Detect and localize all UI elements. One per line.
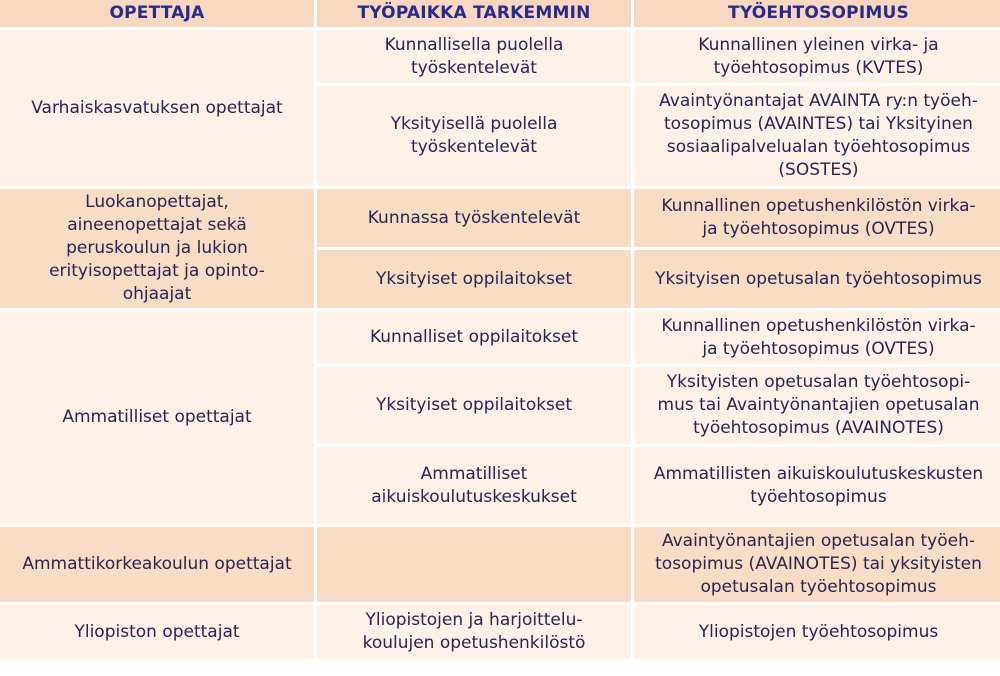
workplace-cell: Kunnalliset oppilaitokset (317, 311, 631, 364)
teacher-cell: Ammatilliset opettajat (0, 311, 314, 524)
table-row (0, 30, 1000, 83)
table-row (0, 311, 1000, 364)
table-row (0, 189, 1000, 247)
agreement-cell: Yksityisten opetusalan työehtosopi- mus tai Avaintyönantajien opetusalan työehtosopimus (AVAINOTES) (634, 367, 1000, 444)
teacher-cell: Luokanopettajat, aineenopettajat sekä peruskoulun ja lukion erityisopettajat ja opinto- ohjaajat (0, 189, 314, 308)
teacher-cell: Yliopiston opettajat (0, 605, 314, 659)
workplace-cell: Yksityisellä puolella työskentelevät (317, 86, 631, 186)
workplace-cell: Yliopistojen ja harjoittelu- koulujen opetushenkilöstö (317, 605, 631, 659)
workplace-cell: Kunnassa työskentelevät (317, 189, 631, 247)
table-row (0, 527, 1000, 602)
agreement-cell: Kunnallinen opetushenkilöstön virka- ja työehtosopimus (OVTES) (634, 311, 1000, 364)
header-agreement: TYÖEHTOSOPIMUS (634, 0, 1000, 27)
workplace-cell: Ammatilliset aikuiskoulutuskeskukset (317, 447, 631, 524)
header-workplace: TYÖPAIKKA TARKEMMIN (317, 0, 631, 27)
table-header-row (0, 0, 1000, 27)
workplace-cell: Yksityiset oppilaitokset (317, 250, 631, 308)
teacher-cell: Varhaiskasvatuksen opettajat (0, 30, 314, 186)
agreement-cell: Yksityisen opetusalan työehtosopimus (634, 250, 1000, 308)
agreement-cell: Kunnallinen yleinen virka- ja työehtosopimus (KVTES) (634, 30, 1000, 83)
agreement-cell: Yliopistojen työehtosopimus (634, 605, 1000, 659)
agreement-cell: Avaintyönantajien opetusalan työeh- tosopimus (AVAINOTES) tai yksityisten opetusalan työehtosopimus (634, 527, 1000, 602)
header-teacher: OPETTAJA (0, 0, 314, 27)
agreement-cell: Avaintyönantajat AVAINTA ry:n työeh- tosopimus (AVAINTES) tai Yksityinen sosiaalipalvelualan työehtosopimus (SOSTES) (634, 86, 1000, 186)
teacher-cell: Ammattikorkeakoulun opettajat (0, 527, 314, 602)
agreement-cell: Kunnallinen opetushenkilöstön virka- ja työehtosopimus (OVTES) (634, 189, 1000, 247)
workplace-cell (317, 527, 631, 602)
workplace-cell: Yksityiset oppilaitokset (317, 367, 631, 444)
table-row (0, 605, 1000, 659)
agreement-cell: Ammatillisten aikuiskoulutuskeskusten työehtosopimus (634, 447, 1000, 524)
workplace-cell: Kunnallisella puolella työskentelevät (317, 30, 631, 83)
